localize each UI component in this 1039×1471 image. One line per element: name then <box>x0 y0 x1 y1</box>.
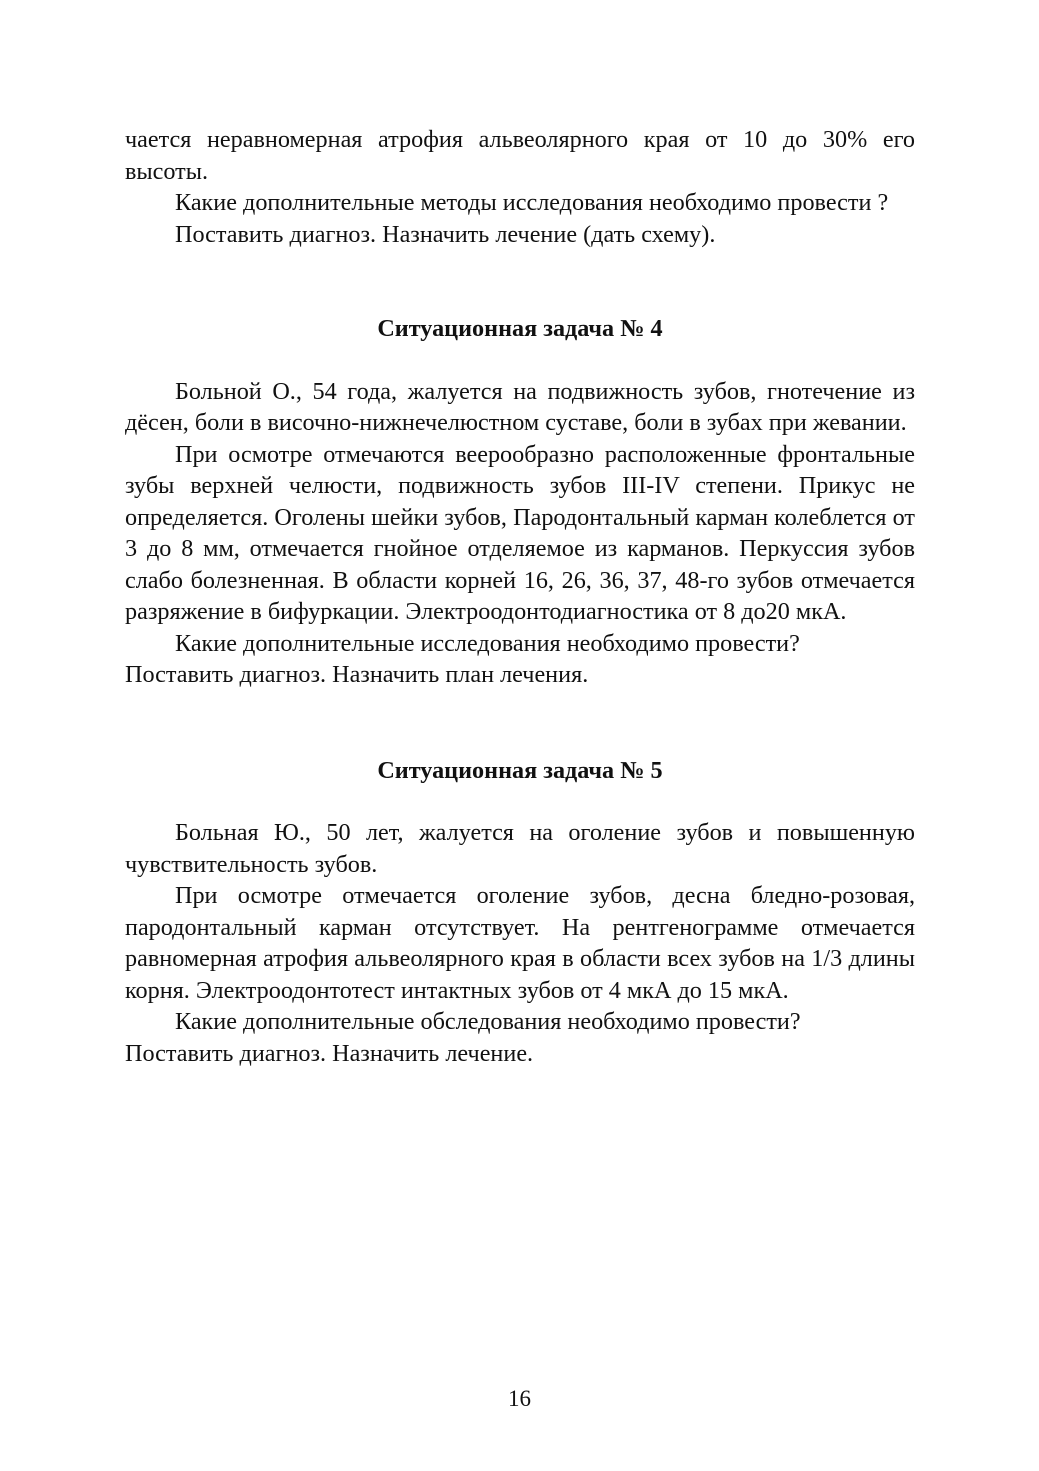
page-number: 16 <box>508 1386 531 1411</box>
continuation-question: Какие дополнительные методы исследования необходимо провести ? <box>175 189 889 216</box>
task-5-instruction: Поставить диагноз. Назначить лечение. <box>125 1039 534 1067</box>
task-4-question: Какие дополнительные исследования необходимо провести? <box>175 629 800 657</box>
task-5-examination: При осмотре отмечается оголение зубов, десна бледно-розовая, пародонтальный карман отсутствует. На рентгенограмме отмечается равномерная атрофия альвеолярного края в области всех зубов на 1/3 длины корня. Электроодонтотест интактных зубов от 4 мкА до 15 мкА. <box>125 882 915 1004</box>
continuation-instruction: Поставить диагноз. Назначить лечение (дать схему). <box>175 220 716 248</box>
task-5-question: Какие дополнительные обследования необходимо провести? <box>175 1008 801 1035</box>
task-5-heading: Ситуационная задача № 5 <box>377 756 663 784</box>
continuation-paragraph-1: чается неравномерная атрофия альвеолярного края от 10 до 30% его высоты. <box>125 126 915 185</box>
task-4-examination: При осмотре отмечаются веерообразно расположенные фронтальные зубы верхней челюсти, подвижность зубов III-IV степени. Прикус не определяется. Оголены шейки зубов, Пародонтальный карман колеблется от 3 до 8 мм, отмечается гнойное отделяемое из карманов. Перкуссия зубов слабо болезненная. В области корней 16, 26, 36, 37, 48-го зубов отмечается разряжение в бифуркации. Электроодонтодиагностика от 8 до20 мкА. <box>125 440 915 625</box>
task-4-instruction: Поставить диагноз. Назначить план лечения. <box>125 661 589 688</box>
task-4-complaint: Больной О., 54 года, жалуется на подвижность зубов, гнотечение из дёсен, боли в височно-нижнечелюстном суставе, боли в зубах при жевании. <box>125 377 915 436</box>
task-4-heading: Ситуационная задача № 4 <box>377 315 663 342</box>
task-5-complaint: Больная Ю., 50 лет, жалуется на оголение зубов и повышенную чувствительность зубов. <box>125 819 915 878</box>
task-4-section <box>125 313 915 691</box>
task-5-section <box>125 755 915 1070</box>
page-body <box>125 124 915 1069</box>
previous-task-continuation <box>125 124 915 250</box>
